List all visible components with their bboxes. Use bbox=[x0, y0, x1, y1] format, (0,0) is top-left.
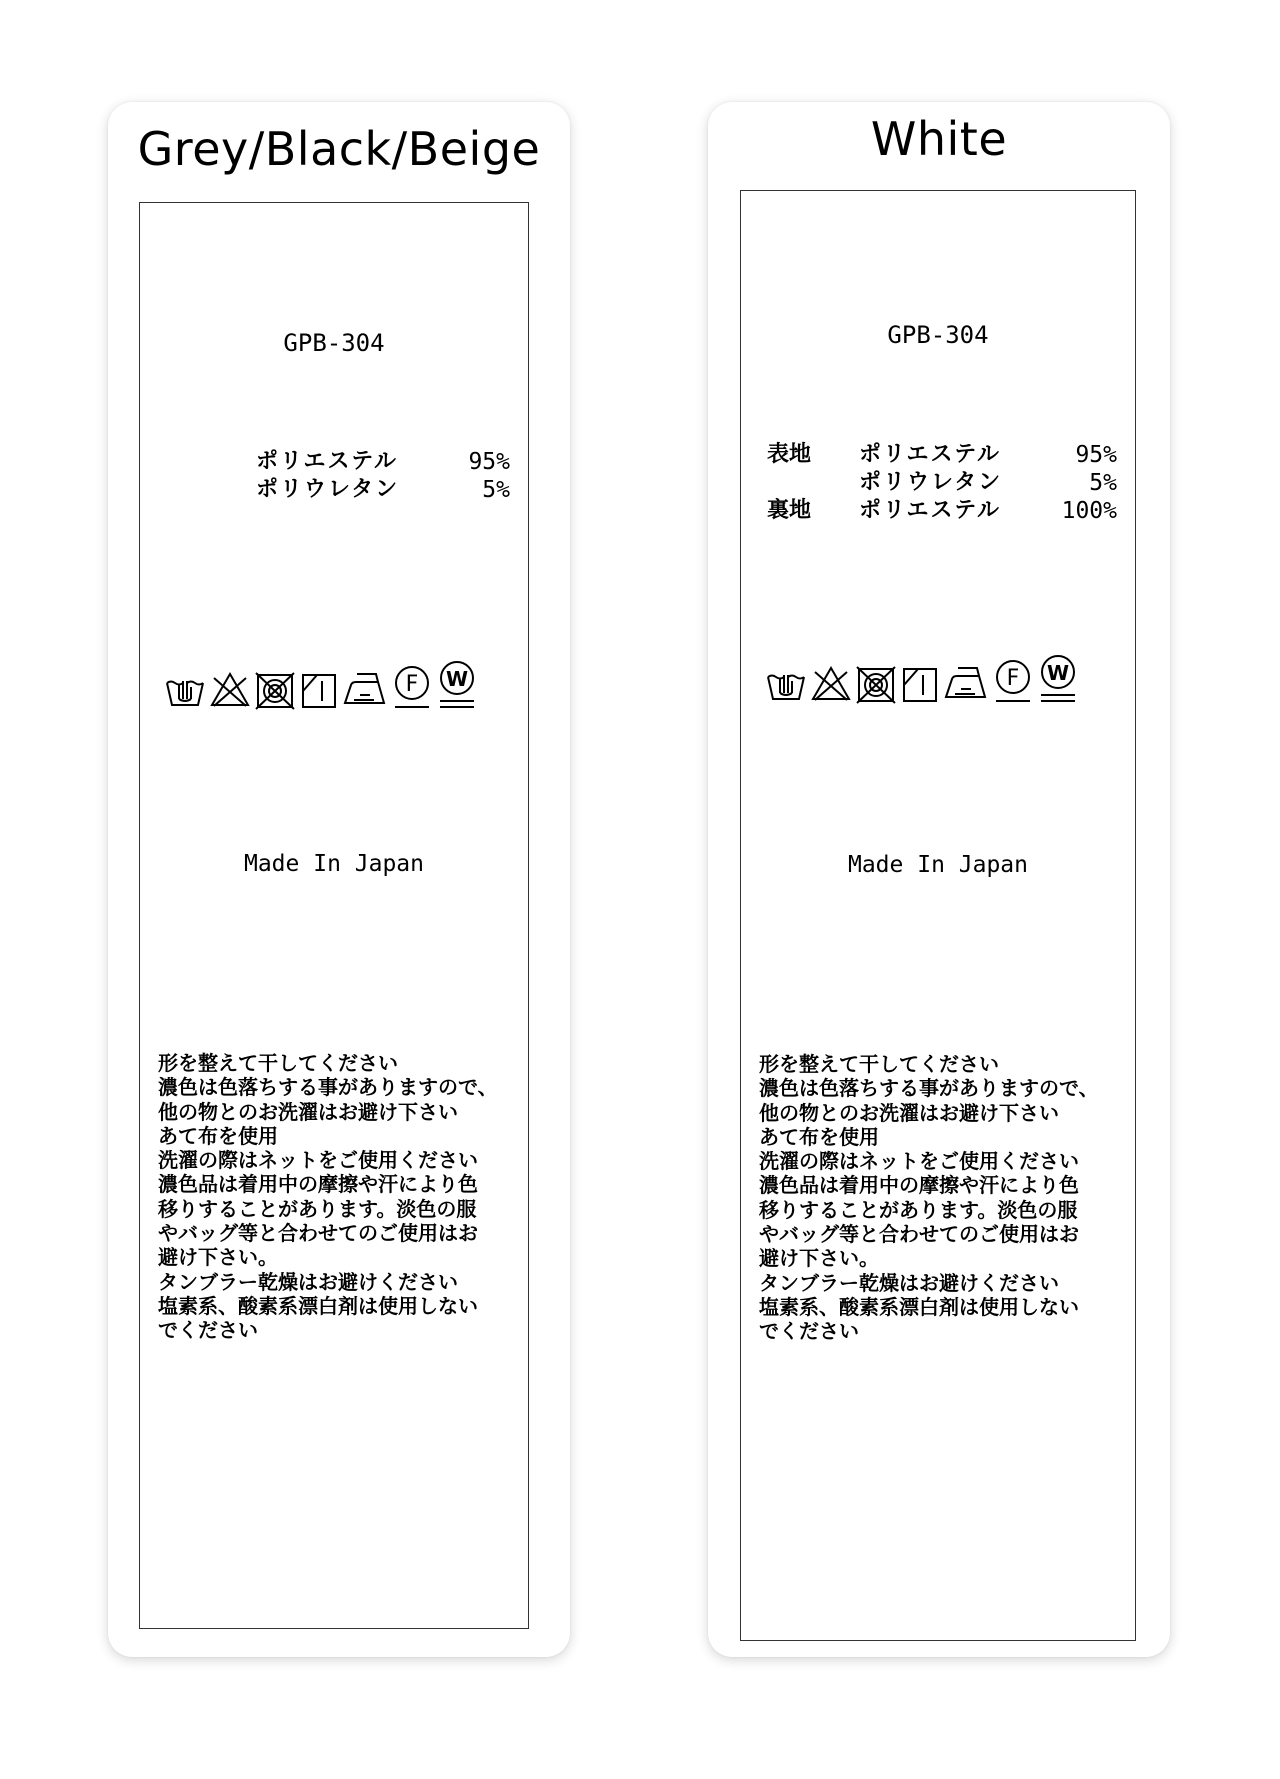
model-number: GPB-304 bbox=[887, 321, 989, 349]
instruction-line: 濃色品は着用中の摩擦や汗により色 bbox=[158, 1172, 478, 1197]
country-of-origin: Made In Japan bbox=[847, 852, 1028, 878]
fabric-material: ポリエステル bbox=[859, 442, 1002, 467]
do-not-bleach-icon bbox=[810, 663, 852, 705]
instruction-line: 移りすることがあります。淡色の服 bbox=[158, 1196, 477, 1221]
do-not-tumble-dry-icon bbox=[855, 663, 897, 705]
fabric-row bbox=[767, 469, 1117, 497]
fabric-percent: 100% bbox=[1061, 498, 1117, 524]
fabric-composition bbox=[256, 448, 510, 504]
wet-clean-w-icon bbox=[436, 659, 478, 711]
country-of-origin: Made In Japan bbox=[243, 851, 424, 877]
instruction-line: 洗濯の際はネットをご使用ください bbox=[759, 1149, 1079, 1174]
instruction-line: 塩素系、酸素系漂白剤は使用しない bbox=[158, 1293, 478, 1318]
iron-low-icon bbox=[943, 663, 989, 705]
instruction-line: 濃色は色落ちする事がありますので、 bbox=[759, 1076, 1099, 1101]
fabric-part bbox=[767, 469, 859, 497]
fabric-material: ポリエステル bbox=[859, 498, 1002, 523]
wet-clean-w-icon bbox=[1037, 653, 1079, 705]
svg-text:W: W bbox=[1046, 661, 1070, 685]
fabric-material: ポリウレタン bbox=[256, 477, 400, 502]
care-symbols bbox=[765, 655, 1079, 705]
do-not-tumble-dry-icon bbox=[254, 669, 296, 711]
instruction-line: 洗濯の際はネットをご使用ください bbox=[158, 1148, 478, 1173]
label-card-grey-black-beige bbox=[108, 102, 570, 1657]
card-title: Grey/Black/Beige bbox=[137, 122, 541, 176]
care-instructions bbox=[759, 1052, 1135, 1344]
fabric-part: 表地 bbox=[767, 442, 812, 467]
svg-text:F: F bbox=[405, 672, 419, 697]
fabric-row bbox=[256, 448, 510, 476]
instruction-line: タンブラー乾燥はお避けください bbox=[759, 1270, 1059, 1295]
drip-dry-shade-icon bbox=[900, 663, 940, 705]
instruction-line: やバッグ等と合わせてのご使用はお bbox=[158, 1221, 478, 1246]
fabric-row bbox=[767, 497, 1117, 525]
fabric-composition bbox=[767, 441, 1117, 525]
label-card-white bbox=[708, 102, 1170, 1657]
fabric-material: ポリウレタン bbox=[859, 470, 1003, 495]
drip-dry-shade-icon bbox=[299, 669, 339, 711]
card-title: White bbox=[870, 112, 1008, 166]
instruction-line: でください bbox=[759, 1319, 859, 1344]
instruction-line: あて布を使用 bbox=[759, 1124, 879, 1149]
iron-low-icon bbox=[342, 669, 388, 711]
model-number: GPB-304 bbox=[283, 329, 385, 357]
hand-wash-icon bbox=[765, 663, 807, 705]
fabric-part: 裏地 bbox=[767, 498, 812, 523]
instruction-line: 形を整えて干してください bbox=[158, 1051, 398, 1075]
hand-wash-icon bbox=[164, 669, 206, 711]
fabric-row bbox=[767, 441, 1117, 469]
fabric-percent: 95% bbox=[468, 449, 510, 475]
instruction-line: 他の物とのお洗濯はお避け下さい bbox=[158, 1099, 458, 1124]
care-label bbox=[740, 190, 1136, 1641]
dry-clean-f-icon bbox=[992, 657, 1034, 705]
instruction-line: 移りすることがあります。淡色の服 bbox=[759, 1197, 1078, 1222]
care-instructions bbox=[158, 1051, 528, 1343]
instruction-line: 形を整えて干してください bbox=[759, 1052, 999, 1076]
svg-text:W: W bbox=[445, 667, 469, 691]
care-label bbox=[139, 202, 529, 1629]
care-symbols bbox=[164, 661, 478, 711]
instruction-line: 濃色品は着用中の摩擦や汗により色 bbox=[759, 1173, 1079, 1198]
fabric-percent: 95% bbox=[1075, 442, 1117, 468]
fabric-percent: 5% bbox=[1089, 470, 1117, 496]
instruction-line: 避け下さい。 bbox=[759, 1246, 879, 1271]
fabric-percent: 5% bbox=[482, 477, 510, 503]
instruction-line: タンブラー乾燥はお避けください bbox=[158, 1269, 458, 1294]
fabric-material: ポリエステル bbox=[256, 449, 399, 474]
instruction-line: 濃色は色落ちする事がありますので、 bbox=[158, 1075, 498, 1100]
instruction-line: 避け下さい。 bbox=[158, 1245, 278, 1270]
instruction-line: やバッグ等と合わせてのご使用はお bbox=[759, 1222, 1079, 1247]
do-not-bleach-icon bbox=[209, 669, 251, 711]
instruction-line: 他の物とのお洗濯はお避け下さい bbox=[759, 1100, 1059, 1125]
instruction-line: あて布を使用 bbox=[158, 1123, 278, 1148]
dry-clean-f-icon bbox=[391, 663, 433, 711]
fabric-row bbox=[256, 476, 510, 504]
svg-text:F: F bbox=[1006, 666, 1020, 691]
instruction-line: 塩素系、酸素系漂白剤は使用しない bbox=[759, 1294, 1079, 1319]
instruction-line: でください bbox=[158, 1318, 258, 1343]
